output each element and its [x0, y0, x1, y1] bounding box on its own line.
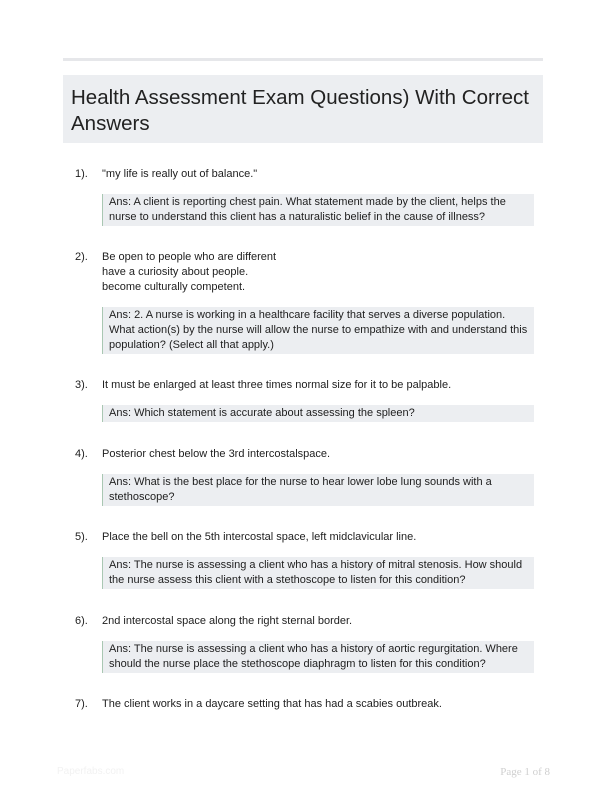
question-number: 6).	[75, 615, 88, 627]
question-item	[63, 447, 543, 506]
question-item	[63, 250, 543, 354]
answer-box: Ans: The nurse is assessing a client who has a history of mitral stenosis. How should the nurse assess this client with a stethoscope to listen for this condition?	[102, 557, 534, 589]
question-text: 2nd intercostal space along the right sternal border.	[102, 615, 353, 627]
answer-box: Ans: Which statement is accurate about assessing the spleen?	[102, 405, 534, 422]
answer-box: Ans: What is the best place for the nurse to hear lower lobe lung sounds with a stethoscope?	[102, 474, 534, 506]
question-number: 4).	[75, 448, 88, 460]
question-item	[63, 614, 543, 673]
question-item	[63, 530, 543, 589]
top-divider	[63, 58, 543, 61]
watermark: Paperfabs.com	[57, 766, 125, 777]
page-indicator: Page 1 of 8	[500, 766, 550, 778]
question-text: The client works in a daycare setting that has had a scabies outbreak.	[102, 698, 442, 710]
title-banner	[63, 75, 543, 143]
question-text: It must be enlarged at least three times normal size for it to be palpable.	[102, 379, 452, 391]
answer-box: Ans: 2. A nurse is working in a healthcare facility that serves a diverse population. What action(s) by the nurse will allow the nurse to empathize with and understand this population? (Select all that apply.)	[102, 307, 534, 354]
question-item	[63, 378, 543, 422]
page-title: Health Assessment Exam Questions) With Correct Answers	[71, 86, 529, 135]
question-number: 2).	[75, 251, 88, 263]
question-text: Be open to people who are different have a curiosity about people. become culturally competent.	[102, 251, 277, 293]
question-text: Place the bell on the 5th intercostal space, left midclavicular line.	[102, 531, 417, 543]
question-number: 3).	[75, 379, 88, 391]
question-item	[63, 697, 543, 712]
answer-box: Ans: A client is reporting chest pain. What statement made by the client, helps the nurse to understand this client has a naturalistic belief in the cause of illness?	[102, 194, 534, 226]
answer-box: Ans: The nurse is assessing a client who has a history of aortic regurgitation. Where should the nurse place the stethoscope diaphragm to listen for this condition?	[102, 641, 534, 673]
question-text: Posterior chest below the 3rd intercostalspace.	[102, 448, 331, 460]
question-number: 1).	[75, 168, 88, 180]
question-number: 7).	[75, 698, 88, 710]
question-number: 5).	[75, 531, 88, 543]
question-item	[63, 167, 543, 226]
question-text: "my life is really out of balance."	[102, 168, 258, 180]
